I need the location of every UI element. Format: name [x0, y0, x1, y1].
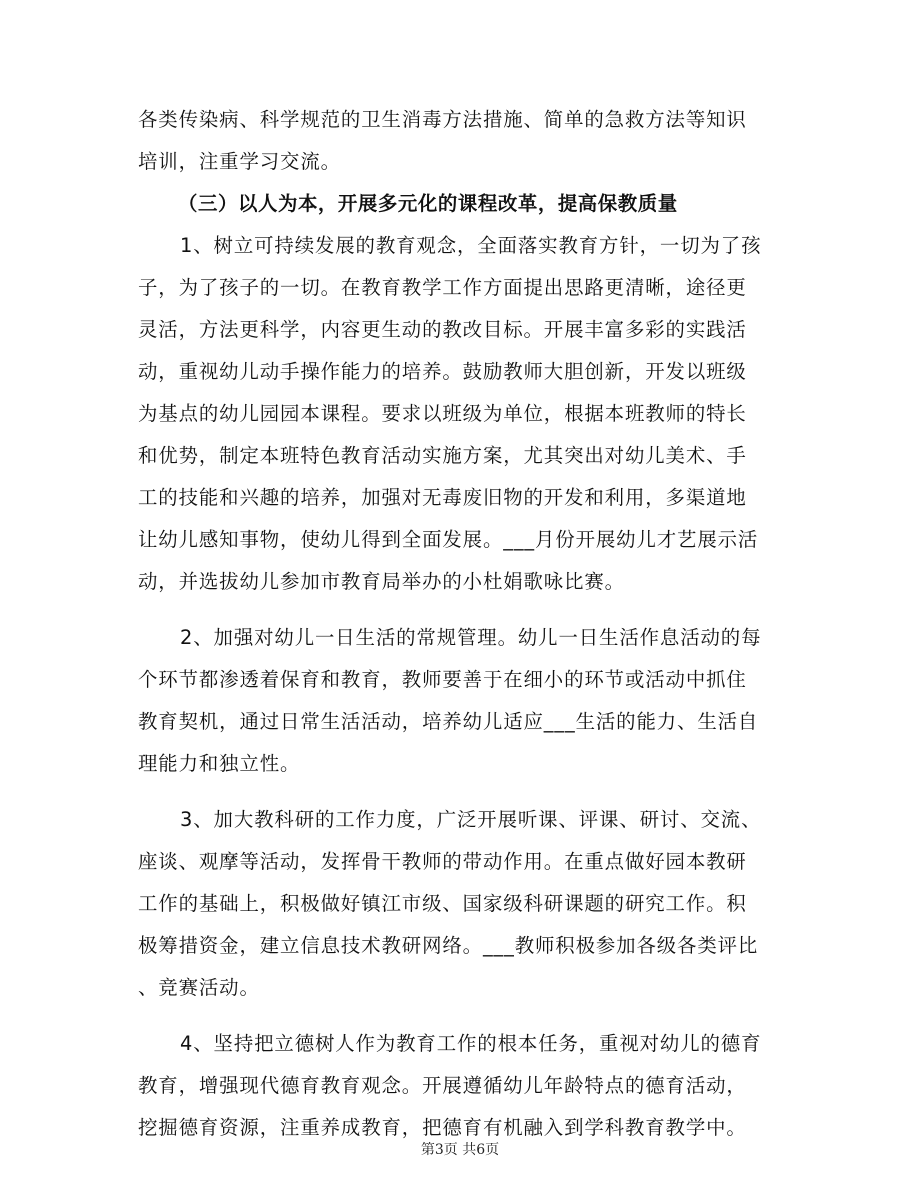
paragraph-line: 座谈、观摩等活动，发挥骨干教师的带动作用。在重点做好园本教研 — [138, 850, 747, 873]
paragraph-line: 让幼儿感知事物，使幼儿得到全面发展。___月份开展幼儿才艺展示活 — [138, 528, 759, 551]
paragraph-line: 3、加大教科研的工作力度，广泛开展听课、评课、研讨、交流、 — [180, 808, 762, 831]
paragraph-line: 1、树立可持续发展的教育观念，全面落实教育方针，一切为了孩 — [180, 234, 762, 257]
paragraph-line: 灵活，方法更科学，内容更生动的教改目标。开展丰富多彩的实践活 — [138, 318, 747, 341]
section-heading: （三）以人为本，开展多元化的课程改革，提高保教质量 — [178, 192, 678, 215]
paragraph-line: 动，并选拔幼儿参加市教育局举办的小杜娟歌咏比赛。 — [138, 570, 625, 593]
paragraph-line: 2、加强对幼儿一日生活的常规管理。幼儿一日生活作息活动的每 — [180, 626, 762, 649]
paragraph-line: 子，为了孩子的一切。在教育教学工作方面提出思路更清晰，途径更 — [138, 276, 747, 299]
paragraph-line: 、竞赛活动。 — [138, 976, 260, 999]
paragraph-line: 各类传染病、科学规范的卫生消毒方法措施、简单的急救方法等知识 — [138, 108, 747, 131]
paragraph-line: 4、坚持把立德树人作为教育工作的根本任务，重视对幼儿的德育 — [180, 1032, 762, 1055]
paragraph-line: 极筹措资金，建立信息技术教研网络。___教师积极参加各级各类评比 — [138, 934, 759, 957]
paragraph-line: 工作的基础上，积极做好镇江市级、国家级科研课题的研究工作。积 — [138, 892, 747, 915]
paragraph-line: 挖掘德育资源，注重养成教育，把德育有机融入到学科教育教学中。 — [138, 1116, 747, 1139]
page-number: 第3页 共6页 — [420, 1142, 500, 1158]
paragraph-line: 培训，注重学习交流。 — [138, 150, 341, 173]
paragraph-line: 理能力和独立性。 — [138, 752, 301, 775]
paragraph-line: 为基点的幼儿园园本课程。要求以班级为单位，根据本班教师的特长 — [138, 402, 747, 425]
paragraph-line: 教育契机，通过日常生活活动，培养幼儿适应___生活的能力、生活自 — [138, 710, 759, 733]
paragraph-line: 动，重视幼儿动手操作能力的培养。鼓励教师大胆创新，开发以班级 — [138, 360, 747, 383]
paragraph-line: 和优势，制定本班特色教育活动实施方案，尤其突出对幼儿美术、手 — [138, 444, 747, 467]
paragraph-line: 教育，增强现代德育教育观念。开展遵循幼儿年龄特点的德育活动， — [138, 1074, 747, 1097]
paragraph-line: 个环节都渗透着保育和教育，教师要善于在细小的环节或活动中抓住 — [138, 668, 747, 691]
paragraph-line: 工的技能和兴趣的培养，加强对无毒废旧物的开发和利用，多渠道地 — [138, 486, 747, 509]
